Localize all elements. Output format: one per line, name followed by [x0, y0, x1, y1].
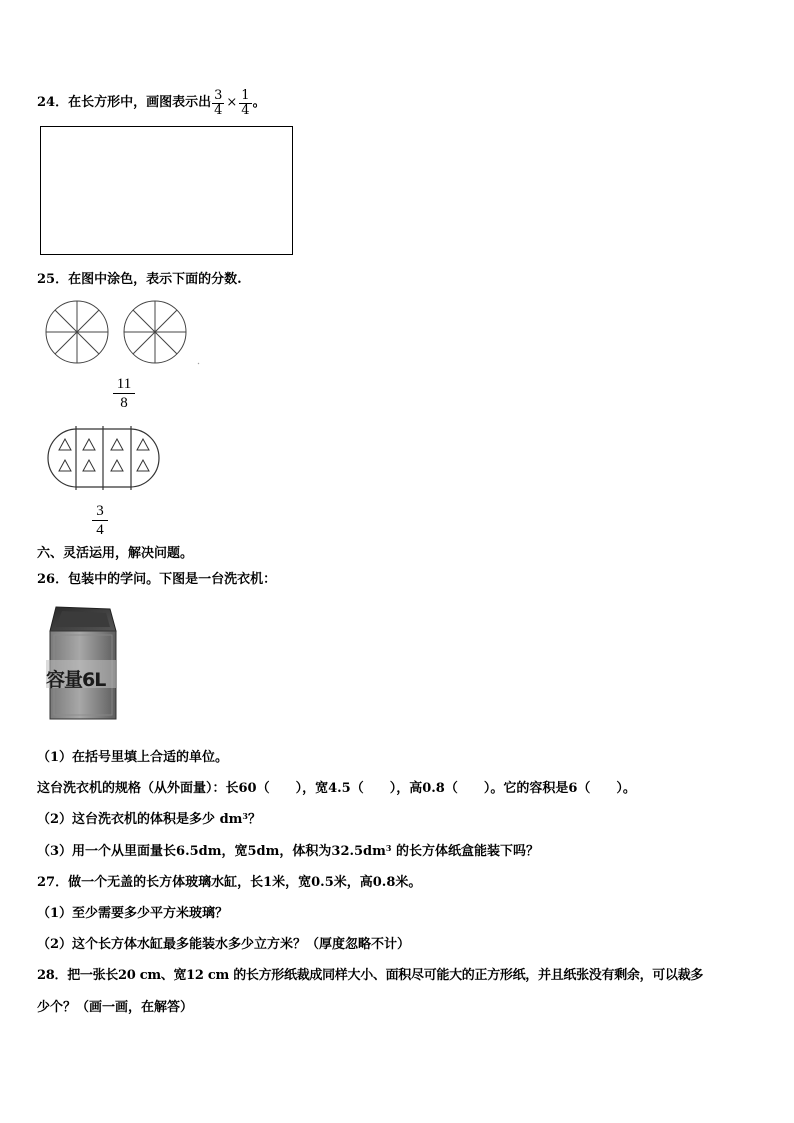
drawing-rectangle[interactable] — [40, 126, 293, 255]
question-28-line-1: 28．把一张长20 cm、宽12 cm 的长方形纸裁成同样大小、面积尽可能大的正方形纸，并且纸张没有剩余，可以裁多 — [37, 968, 704, 983]
q26-part-1: （1）在括号里填上合适的单位。 — [37, 750, 229, 765]
circle-2 — [124, 301, 186, 363]
q26-part-2: （2）这台洗衣机的体积是多少 $dm^3$？ — [37, 811, 262, 827]
circle-1 — [46, 301, 108, 363]
q26-part-3: （3）用一个从里面量长6.5dm，宽5dm，体积为$32.5dm^3$ 的长方体纸盒能装下吗？ — [37, 843, 540, 859]
times-sign: × — [226, 95, 238, 110]
circle-diagrams — [40, 297, 205, 369]
fraction-3-4-b: 3 4 — [92, 503, 108, 538]
triangle-oval-diagram — [45, 426, 163, 492]
q27-part-1: （1）至少需要多少平方米玻璃？ — [37, 906, 229, 921]
question-27: 27．做一个无盖的长方体玻璃水缸，长1米，宽0.5米，高0.8米。 — [37, 875, 422, 890]
question-24 — [37, 86, 266, 120]
q24-prefix: 24．在长方形中，画图表示出 — [37, 95, 212, 110]
question-28-line-2: 少个？（画一画，在解答） — [37, 1000, 194, 1015]
q27-part-2: （2）这个长方体水缸最多能装水多少立方米？（厚度忽略不计） — [37, 937, 411, 952]
q24-suffix: 。 — [252, 95, 266, 110]
question-25: 25．在图中涂色，表示下面的分数. — [37, 272, 242, 287]
q26-spec-line: 这台洗衣机的规格（从外面量）：长60（ ），宽4.5（ ），高0.8（ ）。它的容积是6（ ）。 — [37, 781, 636, 796]
machine-capacity-label: 容量6L — [46, 669, 106, 691]
fraction-3-4: $\frac{3}{4}$ — [214, 87, 223, 118]
fraction-1-4: $\frac{1}{4}$ — [241, 87, 250, 118]
section-6-title: 六、灵活运用，解决问题。 — [37, 546, 194, 561]
washing-machine-image — [44, 605, 120, 721]
fraction-11-8: 11 8 — [113, 376, 135, 411]
question-26: 26．包装中的学问。下图是一台洗衣机： — [37, 572, 277, 587]
triangles — [59, 439, 149, 471]
